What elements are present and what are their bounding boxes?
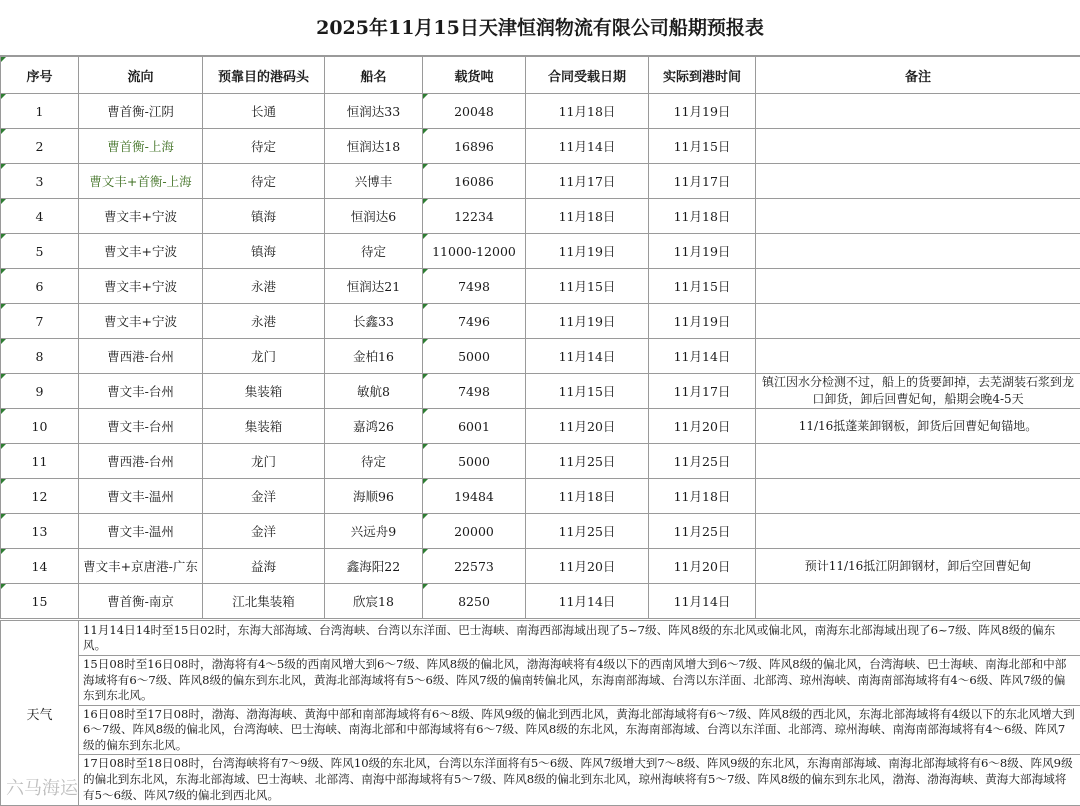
cell-arrival-time: 11月19日 [649, 94, 756, 129]
cell-route: 曹文丰+宁波 [79, 234, 203, 269]
table-row [1, 164, 1080, 199]
cell-route: 曹文丰+宁波 [79, 199, 203, 234]
cell-route: 曹文丰+京唐港-广东 [79, 549, 203, 584]
cell-ship: 嘉鸿26 [325, 409, 423, 444]
cell-no: 8 [1, 339, 79, 374]
cell-contract-date: 11月15日 [526, 269, 649, 304]
cell-contract-date: 11月15日 [526, 374, 649, 409]
cell-contract-date: 11月25日 [526, 444, 649, 479]
schedule-table [0, 56, 1080, 619]
cell-remarks [756, 444, 1080, 479]
cell-arrival-time: 11月14日 [649, 584, 756, 619]
cell-no: 1 [1, 94, 79, 129]
cell-remarks [756, 234, 1080, 269]
cell-ship: 恒润达21 [325, 269, 423, 304]
cell-contract-date: 11月19日 [526, 234, 649, 269]
cell-tons: 5000 [423, 339, 526, 374]
cell-contract-date: 11月14日 [526, 339, 649, 374]
cell-arrival-time: 11月25日 [649, 444, 756, 479]
cell-ship: 兴远舟9 [325, 514, 423, 549]
cell-contract-date: 11月14日 [526, 129, 649, 164]
weather-forecast [79, 621, 1080, 806]
cell-port: 待定 [203, 164, 325, 199]
cell-route: 曹西港-台州 [79, 339, 203, 374]
cell-arrival-time: 11月25日 [649, 514, 756, 549]
cell-no: 7 [1, 304, 79, 339]
weather-section [0, 620, 1080, 806]
cell-tons: 20000 [423, 514, 526, 549]
cell-arrival-time: 11月17日 [649, 164, 756, 199]
cell-contract-date: 11月25日 [526, 514, 649, 549]
cell-route: 曹文丰+宁波 [79, 269, 203, 304]
cell-port: 龙门 [203, 444, 325, 479]
cell-route: 曹首衡-南京 [79, 584, 203, 619]
cell-ship: 海顺96 [325, 479, 423, 514]
cell-ship: 金柏16 [325, 339, 423, 374]
cell-remarks [756, 304, 1080, 339]
cell-arrival-time: 11月15日 [649, 129, 756, 164]
cell-tons: 8250 [423, 584, 526, 619]
cell-tons: 5000 [423, 444, 526, 479]
cell-port: 永港 [203, 269, 325, 304]
cell-no: 11 [1, 444, 79, 479]
cell-contract-date: 11月14日 [526, 584, 649, 619]
table-row [1, 374, 1080, 409]
cell-route: 曹首衡-上海 [79, 129, 203, 164]
cell-contract-date: 11月18日 [526, 94, 649, 129]
col-header-ship: 船名 [325, 57, 423, 94]
cell-tons: 16086 [423, 164, 526, 199]
col-header-no: 序号 [1, 57, 79, 94]
cell-arrival-time: 11月20日 [649, 549, 756, 584]
cell-arrival-time: 11月14日 [649, 339, 756, 374]
col-header-tons: 载货吨 [423, 57, 526, 94]
cell-port: 长通 [203, 94, 325, 129]
cell-tons: 7498 [423, 374, 526, 409]
weather-paragraph: 16日08时至17日08时，渤海、渤海海峡、黄海中部和南部海域将有6～8级、阵风9级的偏北到西北风，黄海北部海域将有6～7级、阵风8级的西北风，东海北部海域将有4级以下的东北风增大到6～7级、阵风8级的偏北风，台湾海峡、巴士海峡、南海北部和中部海域将有6～7级、阵风8级的东北风，东海南部海域、台湾以东洋面、北部湾、琼州海峡、南海南部海域将有4～6级、阵风7级的偏东到东北风。 [79, 706, 1080, 756]
col-header-route: 流向 [79, 57, 203, 94]
table-row [1, 269, 1080, 304]
cell-arrival-time: 11月18日 [649, 199, 756, 234]
cell-ship: 兴博丰 [325, 164, 423, 199]
cell-remarks [756, 339, 1080, 374]
cell-route: 曹文丰-温州 [79, 514, 203, 549]
cell-no: 4 [1, 199, 79, 234]
cell-contract-date: 11月20日 [526, 549, 649, 584]
cell-no: 14 [1, 549, 79, 584]
cell-ship: 长鑫33 [325, 304, 423, 339]
cell-tons: 7498 [423, 269, 526, 304]
cell-arrival-time: 11月20日 [649, 409, 756, 444]
cell-remarks [756, 164, 1080, 199]
cell-tons: 12234 [423, 199, 526, 234]
cell-route: 曹文丰+首衡-上海 [79, 164, 203, 199]
cell-port: 镇海 [203, 199, 325, 234]
table-row [1, 94, 1080, 129]
cell-port: 集装箱 [203, 374, 325, 409]
table-row [1, 584, 1080, 619]
table-row [1, 339, 1080, 374]
cell-contract-date: 11月18日 [526, 199, 649, 234]
cell-port: 集装箱 [203, 409, 325, 444]
cell-route: 曹西港-台州 [79, 444, 203, 479]
cell-remarks: 预计11/16抵江阴卸钢材，卸后空回曹妃甸 [756, 549, 1080, 584]
cell-port: 江北集装箱 [203, 584, 325, 619]
cell-ship: 鑫海阳22 [325, 549, 423, 584]
table-row [1, 514, 1080, 549]
cell-no: 15 [1, 584, 79, 619]
cell-port: 待定 [203, 129, 325, 164]
cell-remarks [756, 129, 1080, 164]
table-row [1, 129, 1080, 164]
col-header-contract-date: 合同受载日期 [526, 57, 649, 94]
cell-remarks [756, 514, 1080, 549]
cell-port: 金洋 [203, 479, 325, 514]
cell-route: 曹文丰-台州 [79, 409, 203, 444]
cell-ship: 欣宸18 [325, 584, 423, 619]
cell-remarks [756, 269, 1080, 304]
cell-remarks [756, 199, 1080, 234]
cell-no: 2 [1, 129, 79, 164]
cell-ship: 恒润达18 [325, 129, 423, 164]
cell-route: 曹文丰+宁波 [79, 304, 203, 339]
cell-tons: 6001 [423, 409, 526, 444]
cell-remarks: 11/16抵蓬莱卸钢板，卸货后回曹妃甸锚地。 [756, 409, 1080, 444]
cell-contract-date: 11月20日 [526, 409, 649, 444]
cell-tons: 22573 [423, 549, 526, 584]
cell-tons: 7496 [423, 304, 526, 339]
cell-route: 曹首衡-江阴 [79, 94, 203, 129]
cell-arrival-time: 11月18日 [649, 479, 756, 514]
cell-arrival-time: 11月19日 [649, 304, 756, 339]
table-row [1, 304, 1080, 339]
table-row [1, 234, 1080, 269]
cell-ship: 待定 [325, 444, 423, 479]
page-title: 2025年11月15日天津恒润物流有限公司船期预报表 [0, 0, 1080, 56]
cell-tons: 16896 [423, 129, 526, 164]
cell-no: 5 [1, 234, 79, 269]
cell-remarks [756, 479, 1080, 514]
cell-ship: 敏航8 [325, 374, 423, 409]
cell-remarks [756, 94, 1080, 129]
cell-contract-date: 11月19日 [526, 304, 649, 339]
cell-no: 12 [1, 479, 79, 514]
table-row [1, 479, 1080, 514]
cell-no: 10 [1, 409, 79, 444]
cell-no: 9 [1, 374, 79, 409]
col-header-arrival-time: 实际到港时间 [649, 57, 756, 94]
cell-arrival-time: 11月19日 [649, 234, 756, 269]
watermark: 六马海运 [6, 778, 78, 799]
weather-paragraph: 11月14日14时至15日02时，东海大部海域、台湾海峡、台湾以东洋面、巴士海峡、南海西部海域出现了5~7级、阵风8级的东北风或偏北风，南海东北部海域出现了6~7级、阵风8级的偏东风。 [79, 622, 1080, 656]
cell-arrival-time: 11月15日 [649, 269, 756, 304]
cell-remarks [756, 584, 1080, 619]
cell-remarks: 镇江因水分检测不过，船上的货要卸掉，去芜湖装石浆到龙口卸货，卸后回曹妃甸，船期会晚4-5天 [756, 374, 1080, 409]
cell-ship: 恒润达6 [325, 199, 423, 234]
col-header-remarks: 备注 [756, 57, 1080, 94]
cell-port: 金洋 [203, 514, 325, 549]
weather-label: 天气 [1, 621, 79, 806]
cell-ship: 待定 [325, 234, 423, 269]
cell-no: 13 [1, 514, 79, 549]
cell-contract-date: 11月18日 [526, 479, 649, 514]
col-header-port: 预靠目的港码头 [203, 57, 325, 94]
cell-tons: 20048 [423, 94, 526, 129]
cell-arrival-time: 11月17日 [649, 374, 756, 409]
header-row [1, 57, 1080, 94]
cell-port: 龙门 [203, 339, 325, 374]
cell-tons: 19484 [423, 479, 526, 514]
weather-paragraph: 15日08时至16日08时，渤海将有4～5级的西南风增大到6～7级、阵风8级的偏北风，渤海海峡将有4级以下的西南风增大到6～7级、阵风8级的偏北风，台湾海峡、巴士海峡、南海北部和中部海域将有6～7级、阵风8级的偏东到东北风，黄海北部海域将有5～6级、阵风7级的偏南转偏北风，东海南部海域、台湾以东洋面、北部湾、琼州海峡、南海南部海域将有4～6级、阵风7级的偏东到东北风。 [79, 656, 1080, 706]
cell-ship: 恒润达33 [325, 94, 423, 129]
table-row [1, 409, 1080, 444]
cell-contract-date: 11月17日 [526, 164, 649, 199]
table-row [1, 549, 1080, 584]
cell-port: 永港 [203, 304, 325, 339]
table-row [1, 444, 1080, 479]
cell-route: 曹文丰-台州 [79, 374, 203, 409]
table-row [1, 199, 1080, 234]
weather-paragraph: 17日08时至18日08时，台湾海峡将有7～9级、阵风10级的东北风，台湾以东洋面将有5～6级、阵风7级增大到7～8级、阵风9级的东北风，东海南部海域、南海北部海域将有6～8级、阵风9级的偏北到东北风，东海北部海域、巴士海峡、北部湾、南海中部海域将有5～7级、阵风8级的偏北到东北风，琼州海峡将有5～7级、阵风8级的偏东到东北风，渤海、渤海海峡、黄海大部海域将有5～6级、阵风7级的偏北到西北风。 [83, 756, 1073, 802]
cell-no: 3 [1, 164, 79, 199]
cell-tons: 11000-12000 [423, 234, 526, 269]
cell-no: 6 [1, 269, 79, 304]
cell-port: 镇海 [203, 234, 325, 269]
cell-route: 曹文丰-温州 [79, 479, 203, 514]
cell-port: 益海 [203, 549, 325, 584]
